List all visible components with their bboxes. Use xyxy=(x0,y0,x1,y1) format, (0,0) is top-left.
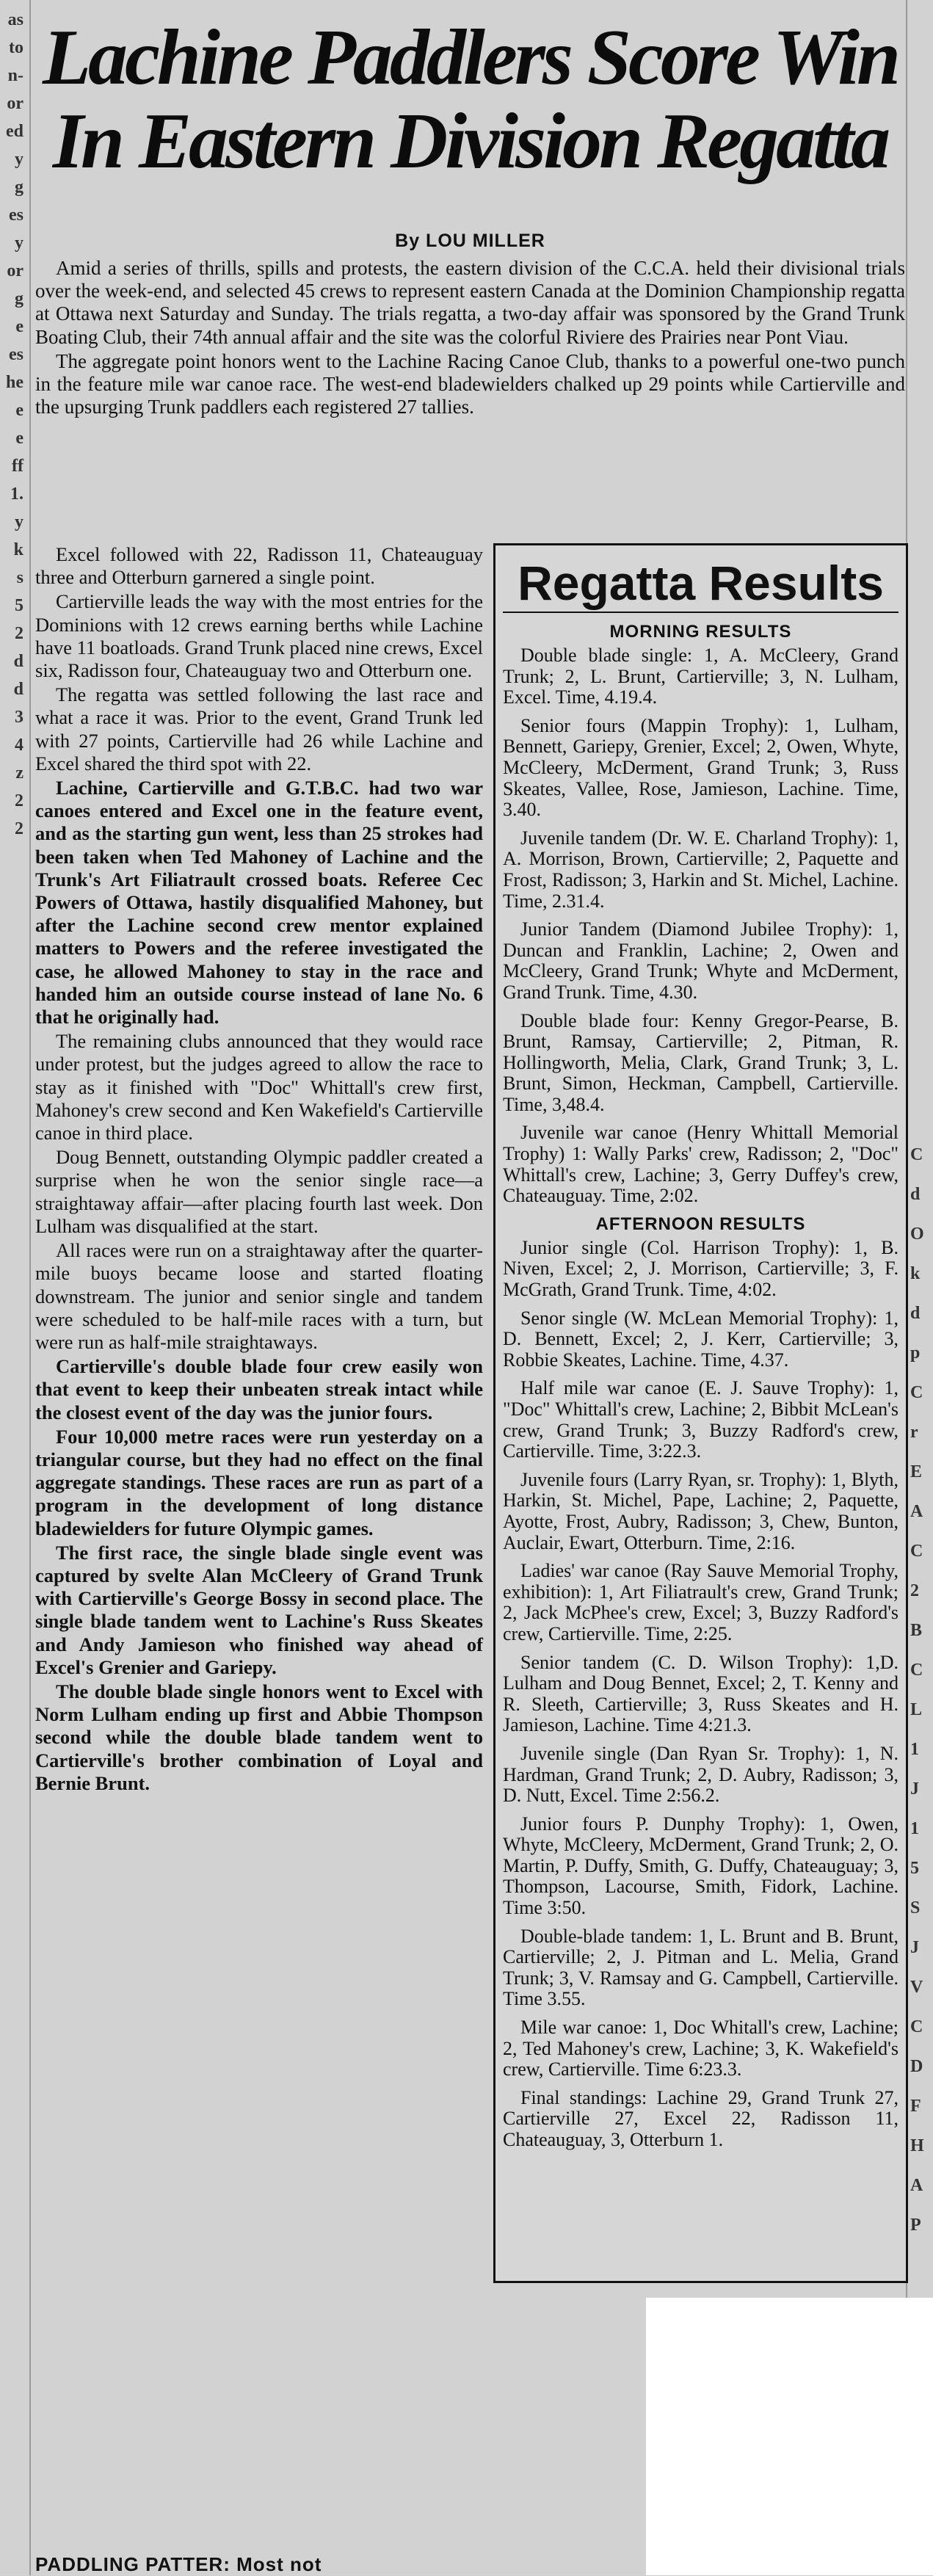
afternoon-results-heading: AFTERNOON RESULTS xyxy=(595,1213,806,1234)
margin-fragment: C xyxy=(910,1661,923,1680)
result-entry: Junior fours P. Dunphy Trophy): 1, Owen, Whyte, McCleery, McDerment, Grand Trunk; 2, O. Martin, P. Duffy, Smith, G. Duffy, Chateauguay; 3, Thompson, Lacourse, Smith, Fidork, Lachine. Time 3:50. xyxy=(503,1813,898,1919)
afternoon-results-list xyxy=(503,1238,898,2151)
left-column-rule xyxy=(29,0,31,2575)
article-left-column xyxy=(35,543,483,1796)
margin-fragment: F xyxy=(910,2097,921,2116)
blank-corner xyxy=(646,2298,933,2575)
margin-fragment: e xyxy=(15,317,23,336)
margin-fragment: ed xyxy=(6,122,23,141)
result-entry: Junior single (Col. Harrison Trophy): 1, B. Niven, Excel; 2, J. Morrison, Cartierville; 3, F. McGrath, Grand Trunk. Time, 4:02. xyxy=(503,1236,898,1301)
margin-fragment: y xyxy=(15,233,23,253)
margin-fragment: 5 xyxy=(15,596,23,615)
result-entry: Ladies' war canoe (Ray Sauve Memorial Trophy, exhibition): 1, Art Filiatrault's crew, Grand Trunk; 2, Jack McPhee's crew, Excel; 3, Buzzy Radford's crew, Cartierville. Time, 2:25. xyxy=(503,1560,898,1644)
result-entry: Juvenile fours (Larry Ryan, sr. Trophy): 1, Blyth, Harkin, St. Michel, Pape, Lachine; 2, Paquette, Ayotte, Frost, Aubry, Radisson; 3, Chew, Bunton, Auclair, Ewart, Otterburn. Time, 2:16. xyxy=(503,1468,898,1553)
intro-paragraph: The aggregate point honors went to the Lachine Racing Canoe Club, thanks to a powerful one-two punch in the feature mile war canoe race. The west-end bladewielders chalked up 29 points while Cartierville and the upsurging Trunk paddlers each registered 27 tallies. xyxy=(35,349,905,418)
article-paragraph: The double blade single honors went to Excel with Norm Lulham ending up first and Abbie Thompson second while the double blade tandem went to Cartierville's brother combination of Loyal and Bernie Brunt. xyxy=(35,1680,483,1794)
margin-fragment: d xyxy=(910,1185,921,1204)
article-paragraph: Cartierville leads the way with the most entries for the Dominions with 12 crews earning berths while Lachine have 11 boatloads. Grand Trunk placed nine crews, Excel six, Radisson four, Chateauguay two and Otterburn one. xyxy=(35,590,483,682)
result-entry: Juvenile tandem (Dr. W. E. Charland Trophy): 1, A. Morrison, Brown, Cartierville; 2, Paquette and Frost, Radisson; 3, Harkin and St. Michel, Lachine. Time, 2.31.4. xyxy=(503,827,898,912)
regatta-results-box xyxy=(493,543,908,2283)
article-right-column xyxy=(493,543,908,2283)
article-paragraph: All races were run on a straightaway after the quarter-mile buoys became loose and started floating downstream. The junior and senior single and tandem were scheduled to be half-mile races with a turn, but were run as half-mile straightaways. xyxy=(35,1239,483,1353)
margin-fragment: 1 xyxy=(910,1819,919,1838)
margin-fragment: 2 xyxy=(15,791,23,810)
margin-fragment: L xyxy=(910,1700,923,1719)
article-paragraph: The first race, the single blade single event was captured by svelte Alan McCleery of Grand Trunk with Cartierville's George Bossy in second place. The single blade tandem went to Lachine's Russ Skeates and Andy Jamieson who finished way ahead of Excel's Grenier and Gariepy. xyxy=(35,1541,483,1678)
result-entry: Final standings: Lachine 29, Grand Trunk 27, Cartierville 27, Excel 22, Radisson 11, Chateauguay, 3, Otterburn 1. xyxy=(503,2086,898,2150)
margin-fragment: r xyxy=(910,1423,918,1442)
article-paragraph: Doug Bennett, outstanding Olympic paddler created a surprise when he won the senior single race—a straightaway affair—after placing fourth last week. Don Lulham was disqualified at the start. xyxy=(35,1146,483,1237)
result-entry: Senor single (W. McLean Memorial Trophy): 1, D. Bennett, Excel; 2, J. Kerr, Cartierville; 3, Robbie Skeates, Lachine. Time, 4.37. xyxy=(503,1307,898,1371)
margin-fragment: g xyxy=(15,289,23,308)
result-entry: Double blade four: Kenny Gregor-Pearse, B. Brunt, Ramsay, Cartierville; 2, Pitman, R. Hollingworth, Melia, Clark, Grand Trunk; 3, L. Brunt, Simon, Heckman, Campbell, Cartierville. Time, 3,48.4. xyxy=(503,1009,898,1115)
margin-fragment: D xyxy=(910,2057,923,2076)
margin-fragment: k xyxy=(13,540,23,559)
margin-fragment: z xyxy=(15,763,23,783)
margin-fragment: d xyxy=(13,680,23,699)
intro-paragraph: Amid a series of thrills, spills and protests, the eastern division of the C.C.A. held their divisional trials over the week-end, and selected 45 crews to represent eastern Canada at the Dominion Championship regatta at Ottawa next Saturday and Sunday. The trials regatta, a two-day affair was sponsored by the Grand Trunk Boating Club, their 74th annual affair and the site was the colorful Riviere des Prairies near Pont Viau. xyxy=(35,257,905,348)
margin-fragment: C xyxy=(910,1542,923,1561)
result-entry: Half mile war canoe (E. J. Sauve Trophy): 1, "Doc" Whittall's crew, Lachine; 2, Bibbit McLean's crew, Grand Trunk; 3, Buzzy Radford's crew, Cartierville. Time, 3:22.3. xyxy=(503,1377,898,1462)
margin-fragment: d xyxy=(910,1304,921,1323)
margin-fragment: A xyxy=(910,1502,923,1521)
margin-fragment: E xyxy=(910,1462,923,1481)
margin-fragment: C xyxy=(910,2017,923,2036)
morning-results-heading: MORNING RESULTS xyxy=(609,622,792,642)
margin-fragment: s xyxy=(16,568,23,587)
margin-fragment: y xyxy=(15,150,23,169)
margin-fragment: 1 xyxy=(910,1740,919,1759)
article-paragraph: Four 10,000 metre races were run yesterday on a triangular course, but they had no effect on the final aggregate standings. These races are run as part of a program in the development of long distance bladewielders for future Olympic games. xyxy=(35,1425,483,1539)
margin-fragment: B xyxy=(910,1621,923,1640)
margin-fragment: O xyxy=(910,1224,924,1244)
margin-fragment: C xyxy=(910,1145,923,1164)
right-margin-fragments xyxy=(909,0,933,2298)
article-paragraph: Lachine, Cartierville and G.T.B.C. had two war canoes entered and Excel one in the feature event, and as the starting gun went, less than 25 strokes had been taken when Ted Mahoney of Lachine and the Trunk's Art Filiatrault crossed boats. Referee Cec Powers of Ottawa, hastily disqualified Mahoney, but after the Lachine second crew mentor explained matters to Powers and the referee investigated the case, he allowed Mahoney to stay in the race and handed him an outside course instead of lane No. 6 that he originally had. xyxy=(35,777,483,1028)
result-entry: Senior fours (Mappin Trophy): 1, Lulham, Bennett, Gariepy, Grenier, Excel; 2, Owen, Whyte, McCleery, McDerment, Grand Trunk; 3, Russ Skeates, Vallee, Rose, Jamieson, Lachine. Time, 3.40. xyxy=(503,714,898,821)
result-entry: Juvenile single (Dan Ryan Sr. Trophy): 1, N. Hardman, Grand Trunk; 2, D. Aubry, Radisson; 3, D. Nutt, Excel. Time 2:56.2. xyxy=(503,1742,898,1807)
margin-fragment: C xyxy=(910,1383,923,1402)
margin-fragment: or xyxy=(7,94,23,113)
margin-fragment: P xyxy=(910,2216,921,2235)
margin-fragment: 2 xyxy=(15,624,23,643)
result-entry: Junior Tandem (Diamond Jubilee Trophy): 1, Duncan and Franklin, Lachine; 2, Owen and McCleery, Grand Trunk; Whyte and McDerment, Grand Trunk. Time, 4.30. xyxy=(503,918,898,1003)
margin-fragment: as xyxy=(7,10,23,29)
byline: By LOU MILLER xyxy=(395,231,545,251)
margin-fragment: A xyxy=(910,2176,923,2195)
paddling-patter-footer: PADDLING PATTER: Most not xyxy=(35,2553,322,2575)
margin-fragment: 2 xyxy=(910,1581,919,1600)
margin-fragment: p xyxy=(910,1343,921,1363)
margin-fragment: d xyxy=(13,652,23,671)
margin-fragment: y xyxy=(15,512,23,531)
margin-fragment: V xyxy=(910,1978,923,1997)
article-paragraph: The remaining clubs announced that they would race under protest, but the judges agreed to allow the race to stay as it finished with "Doc" Whittall's crew first, Mahoney's crew second and Ken Wakefield's Cartierville canoe in third place. xyxy=(35,1030,483,1144)
headline xyxy=(35,16,905,184)
results-title: Regatta Results xyxy=(503,554,898,613)
result-entry: Double-blade tandem: 1, L. Brunt and B. Brunt, Cartierville; 2, J. Pitman and L. Melia, Grand Trunk; 3, V. Ramsay and G. Campbell, Cartierville. Time 3.55. xyxy=(503,1925,898,2010)
margin-fragment: 1. xyxy=(10,485,23,504)
margin-fragment: es xyxy=(9,206,23,225)
margin-fragment: he xyxy=(6,373,23,392)
margin-fragment: e xyxy=(15,429,23,448)
article-paragraph: Excel followed with 22, Radisson 11, Chateauguay three and Otterburn garnered a single point. xyxy=(35,543,483,589)
result-entry: Juvenile war canoe (Henry Whittall Memorial Trophy) 1: Wally Parks' crew, Radisson; 2, "Doc" Whittall's crew, Lachine; 3, Gerry Duffey's crew, Chateauguay. Time, 2:02. xyxy=(503,1122,898,1207)
margin-fragment: S xyxy=(910,1898,921,1918)
result-entry: Double blade single: 1, A. McCleery, Grand Trunk; 2, L. Brunt, Cartierville; 3, N. Lulham, Excel. Time, 4.19.4. xyxy=(503,645,898,708)
margin-fragment: or xyxy=(7,261,23,280)
margin-fragment: g xyxy=(15,178,23,197)
margin-fragment: J xyxy=(910,1779,919,1799)
morning-results-list xyxy=(503,645,898,1207)
margin-fragment: ff xyxy=(12,457,23,476)
left-margin-fragments xyxy=(0,0,25,2575)
margin-fragment: 5 xyxy=(910,1859,919,1878)
article-paragraph: The regatta was settled following the last race and what a race it was. Prior to the event, Grand Trunk led with 27 points, Cartierville had 26 while Lachine and Excel shared the third spot with 22. xyxy=(35,683,483,774)
margin-fragment: 3 xyxy=(15,708,23,727)
margin-fragment: J xyxy=(910,1938,919,1957)
headline-line-2: In Eastern Division Regatta xyxy=(52,98,888,185)
margin-fragment: k xyxy=(910,1264,921,1283)
margin-fragment: n- xyxy=(7,66,23,85)
margin-fragment: 2 xyxy=(15,819,23,838)
margin-fragment: es xyxy=(9,345,23,364)
margin-fragment: e xyxy=(15,401,23,420)
article-paragraph: Cartierville's double blade four crew easily won that event to keep their unbeaten streak intact while the closest event of the day was the junior fours. xyxy=(35,1355,483,1423)
result-entry: Mile war canoe: 1, Doc Whitall's crew, Lachine; 2, Ted Mahoney's crew, Lachine; 3, K. Wakefield's crew, Cartierville. Time 6:23.3. xyxy=(503,2017,898,2080)
margin-fragment: H xyxy=(910,2136,924,2155)
headline-line-1: Lachine Paddlers Score Win xyxy=(42,14,898,101)
margin-fragment: to xyxy=(9,38,23,57)
margin-fragment: 4 xyxy=(15,736,23,755)
result-entry: Senior tandem (C. D. Wilson Trophy): 1,D. Lulham and Doug Bennet, Excel; 2, T. Kenny and R. Sleeth, Cartierville; 3, Russ Skeates and H. Jamieson, Lachine. Time 4:21.3. xyxy=(503,1651,898,1736)
intro-paragraphs xyxy=(35,257,905,420)
